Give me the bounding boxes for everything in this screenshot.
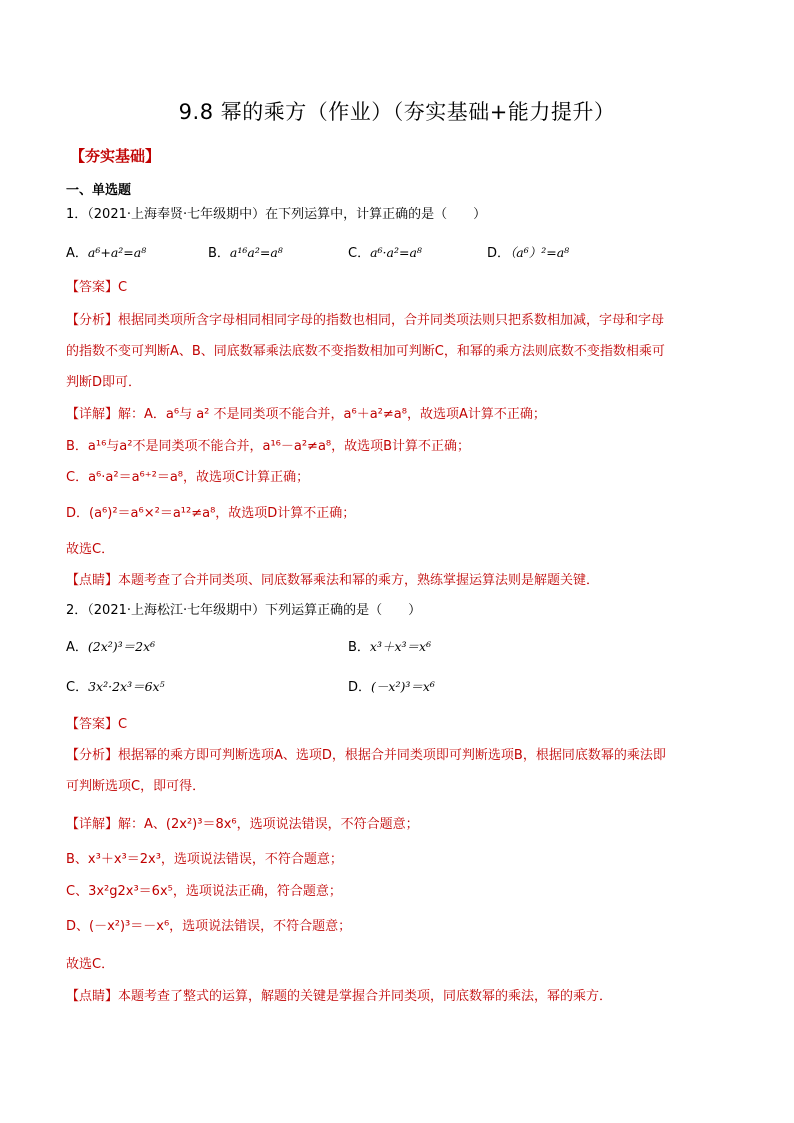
detail-tag: 【详解】 [66,817,119,832]
q2-option-b [348,637,431,658]
section-heading: 【夯实基础】 [70,147,161,165]
q1-analysis-line-2: 的指数不变可判断A、B、同底数幂乘法底数不变指数相加可判断C，和幂的乘方法则底数不变指数相乘可 [66,344,665,359]
q2-option-a [66,637,155,658]
q1-analysis-line-1 [66,311,664,331]
option-label: A． [66,640,88,655]
q2-detail-line-3: C、3x²g2x³＝6x⁵，选项说法正确，符合题意； [66,884,342,899]
option-label: B． [208,246,230,261]
q1-option-c [348,243,422,264]
option-expression: x³＋x³＝x⁶ [369,639,432,654]
q1-answer [66,278,127,298]
option-expression: a⁶·a²=a⁸ [370,245,422,260]
option-label: D． [487,246,511,261]
option-label: A． [66,246,88,261]
q2-answer [66,715,127,735]
detail-tag: 【详解】 [66,407,119,422]
comment-tag: 【点睛】 [66,989,119,1004]
answer-tag: 【答案】 [66,280,119,295]
q2-analysis-line-1 [66,746,666,766]
q1-comment [66,571,599,591]
option-label: C． [348,246,371,261]
analysis-tag: 【分析】 [66,313,119,328]
option-expression: a⁶+a²=a⁸ [87,245,147,260]
detail-text: 解：A．a⁶与 a² 不是同类项不能合并，a⁶＋a²≠a⁸，故选项A计算不正确； [118,407,546,422]
option-expression: 3x²·2x³＝6x⁵ [88,679,165,694]
q1-option-b [208,243,283,264]
option-expression: (－x²)³＝x⁶ [371,679,435,694]
q1-conclusion: 故选C． [66,542,115,557]
q1-analysis-line-3: 判断D即可． [66,375,142,390]
q2-analysis-line-2: 可判断选项C，即可得． [66,779,206,794]
option-label: D． [348,680,372,695]
q2-comment [66,987,612,1007]
answer-tag: 【答案】 [66,717,119,732]
detail-text: 解：A、(2x²)³＝8x⁶，选项说法错误，不符合题意； [118,817,419,832]
comment-text: 本题考查了合并同类项、同底数幂乘法和幂的乘方，熟练掌握运算法则是解题关键． [118,573,600,588]
option-label: C． [66,680,89,695]
q1-detail-line-1 [66,405,546,425]
question-2-stem: 2．（2021·上海松江·七年级期中）下列运算正确的是（ ） [66,603,422,618]
q1-detail-line-4: D．(a⁶)²＝a⁶×²＝a¹²≠a⁸，故选项D计算不正确； [66,506,356,521]
option-label: B． [348,640,370,655]
analysis-text: 根据同类项所含字母相同相同字母的指数也相同，合并同类项法则只把系数相加减，字母和字母 [118,313,665,328]
analysis-tag: 【分析】 [66,748,119,763]
option-expression: (2x²)³＝2x⁶ [87,639,156,654]
q2-option-c [66,677,165,698]
part-heading: 一、单选题 [66,183,132,198]
q2-detail-line-1 [66,815,419,835]
q2-detail-line-4: D、(－x²)³＝－x⁶，选项说法错误，不符合题意； [66,919,352,934]
option-expression: （a⁶）²=a⁸ [510,245,570,260]
answer-value: C [118,280,128,295]
q1-detail-line-2: B．a¹⁶与a²不是同类项不能合并，a¹⁶－a²≠a⁸，故选项B计算不正确； [66,439,471,454]
question-1-stem: 1．（2021·上海奉贤·七年级期中）在下列运算中，计算正确的是（ ） [66,207,487,222]
comment-text: 本题考查了整式的运算，解题的关键是掌握合并同类项，同底数幂的乘法，幂的乘方． [118,989,613,1004]
q2-detail-line-2: B、x³＋x³＝2x³，选项说法错误，不符合题意； [66,852,343,867]
page-title: 9.8 幂的乘方（作业）（夯实基础+能力提升） [178,100,616,124]
q1-detail-line-3: C．a⁶·a²＝a⁶⁺²＝a⁸，故选项C计算正确； [66,470,310,485]
q2-option-d [348,677,435,698]
q1-option-d [487,243,569,264]
option-expression: a¹⁶a²=a⁸ [229,245,283,260]
analysis-text: 根据幂的乘方即可判断选项A、选项D，根据合并同类项即可判断选项B，根据同底数幂的乘法即 [118,748,666,763]
comment-tag: 【点睛】 [66,573,119,588]
q1-option-a [66,243,146,264]
q2-conclusion: 故选C． [66,957,115,972]
answer-value: C [118,717,128,732]
